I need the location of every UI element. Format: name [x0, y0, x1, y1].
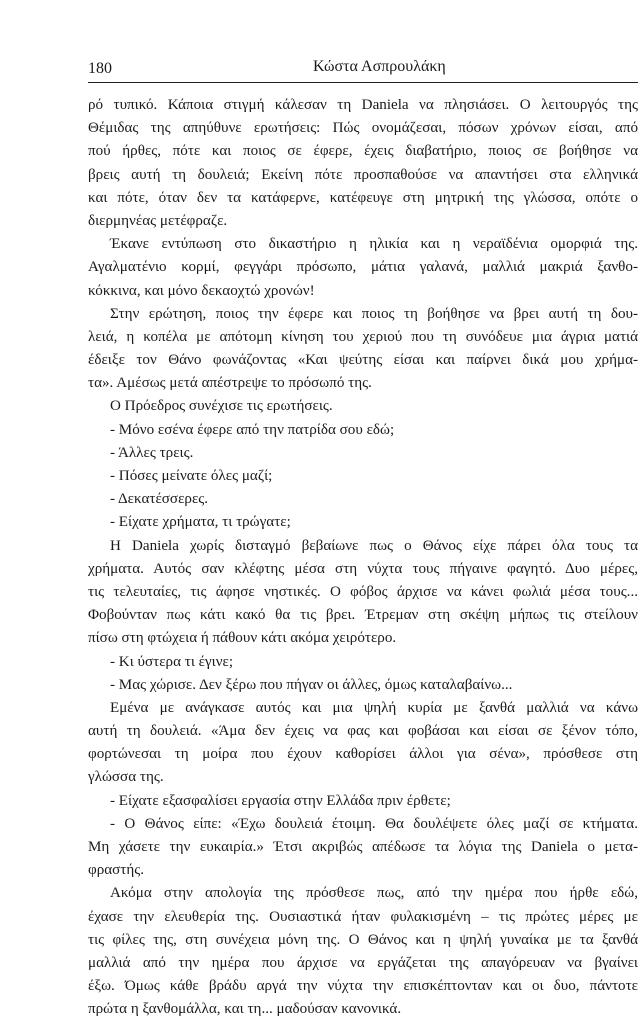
text-line: - Μόνο εσένα έφερε από την πατρίδα σου εδώ; — [110, 421, 395, 438]
text-line: πρώτα η ξανθομάλλα, και τη... μαδούσαν κανονικά. — [88, 1001, 402, 1018]
text-line: τα». Αμέσως μετά απέστρεψε το πρόσωπό της. — [88, 375, 372, 392]
text-line: έχασε την ελευθερία της. Ουσιαστικά ήταν φυλακισμένη – τις πρώτες μέρες με — [88, 908, 638, 925]
text-line: Ο Πρόεδρος συνέχισε τις ερωτήσεις. — [110, 398, 333, 415]
text-line: - Ο Θάνος είπε: «Έχω δουλειά έτοιμη. Θα δουλέψετε όλες μαζί σε κτήματα. — [110, 815, 638, 832]
text-line: διερμηνέας μετέφραζε. — [88, 212, 228, 229]
text-line: ρό τυπικό. Κάποια στιγμή κάλεσαν τη Daniela να πλησιάσει. Ο λειτουργός της — [88, 97, 638, 113]
text-line: μαλλιά από την ημέρα που άρχισε να εργάζεται της απαγόρευαν να βγαίνει — [88, 954, 638, 971]
text-line: πίσω στη φτώχεια ή πάθουν κάτι ακόμα χειρότερο. — [88, 630, 397, 647]
text-line: βρεις αυτή τη δουλειά; Εκείνη πότε προσπαθούσε να απαντήσει στα ελληνικά — [88, 166, 638, 183]
text-line: γλώσσα της. — [88, 769, 164, 786]
page-number: 180 — [88, 60, 112, 77]
text-line: - Είχατε εξασφαλίσει εργασία στην Ελλάδα πριν έρθετε; — [110, 792, 451, 809]
text-line: πού ήρθες, πότε και ποιος σε έφερε, έχεις διαβατήριο, ποιος σε βοήθησε να — [88, 143, 638, 160]
text-line: έξω. Όμως κάθε βράδυ αργά την νύχτα την επισκέπτονταν και οι δυο, πάντοτε — [88, 978, 638, 995]
text-line: Ακόμα στην απολογία της πρόσθεσε πως, από την ημέρα που ήρθε εδώ, — [110, 885, 638, 902]
running-header — [88, 58, 638, 80]
text-line: τις τελευταίες, τις άφησε νηστικές. Ο φόβος άρχισε να κάνει φωλιά μέσα τους... — [88, 583, 638, 600]
header-rule — [88, 82, 638, 83]
text-line: Η Daniela χωρίς δισταγμό βεβαίωνε πως ο Θάνος είχε πάρει όλα τους τα — [110, 537, 638, 554]
running-title: Κώστα Ασπρουλάκη — [313, 58, 446, 75]
text-line: Μη χάσετε την ευκαιρία.» Έτσι ακριβώς απέδωσε τα λόγια της Daniela ο μετα- — [88, 839, 638, 855]
text-line: - Πόσες μείνατε όλες μαζί; — [110, 468, 273, 484]
text-line: - Άλλες τρεις. — [110, 444, 194, 461]
text-line: φραστής. — [88, 862, 144, 879]
text-line: - Κι ύστερα τι έγινε; — [110, 653, 234, 670]
text-line: αυτή τη δουλειά. «Άμα δεν έχεις να φας και φοβάσαι και είσαι σε ξένον τόπο, — [88, 723, 638, 740]
text-line: και πότε, όταν δεν τα κατάφερνε, κατέφευγε στη μητρική της γλώσσα, οπότε ο — [88, 189, 638, 206]
text-line: χρήματα. Αυτός σαν κλέφτης μέσα στη νύχτα τους πήγαινε φαγητό. Δυο μέρες, — [88, 560, 638, 577]
text-line: λειά, η κοπέλα με απότομη κίνηση του χεριού που τη συνόδευε μια άγρια ματιά — [88, 328, 638, 345]
text-line: τις φίλες της, στη συνέχεια μόνη της. Ο Θάνος και η ψηλή γυναίκα με τα ξανθά — [88, 931, 638, 948]
text-line: - Δεκατέσσερες. — [110, 491, 209, 508]
text-line: φορτώνεσαι τη μοίρα που έχουν καθορίσει άλλοι για σένα», πρόσθεσε στη — [88, 746, 638, 763]
text-line: - Μας χώρισε. Δεν ξέρω που πήγαν οι άλλες, όμως καταλαβαίνω... — [110, 676, 513, 693]
text-line: έδειξε τον Θάνο φωνάζοντας «Και ψεύτης είσαι και παίρνει δικά μου χρήμα- — [88, 352, 638, 369]
text-line: Φοβούνταν πως κάτι κακό θα τις βρει. Έτρεμαν στη σκέψη μήπως τις στείλουν — [88, 607, 638, 624]
text-line: Εμένα με ανάγκασε αυτός και μια ψηλή κυρία με ξανθά μαλλιά να κάνω — [110, 699, 638, 716]
text-line: - Είχατε χρήματα, τι τρώγατε; — [110, 514, 291, 531]
text-line: Θέμιδας της απηύθυνε ερωτήσεις: Πώς ονομάζεσαι, πόσων χρόνων είσαι, από — [88, 120, 638, 137]
book-page — [88, 58, 638, 1018]
text-line: Αγαλματένιο κορμί, φεγγάρι πρόσωπο, μάτια γαλανά, μαλλιά μακριά ξανθο- — [88, 259, 638, 276]
body-text — [88, 94, 638, 1022]
text-line: Στην ερώτηση, ποιος την έφερε και ποιος τη βοήθησε να βρει αυτή τη δου- — [110, 305, 638, 322]
text-line: κόκκινα, και μόνο δεκαοχτώ χρονών! — [88, 282, 315, 299]
text-line: Έκανε εντύπωση στο δικαστήριο η ηλικία και η νεραϊδένια ομορφιά της. — [110, 236, 638, 253]
